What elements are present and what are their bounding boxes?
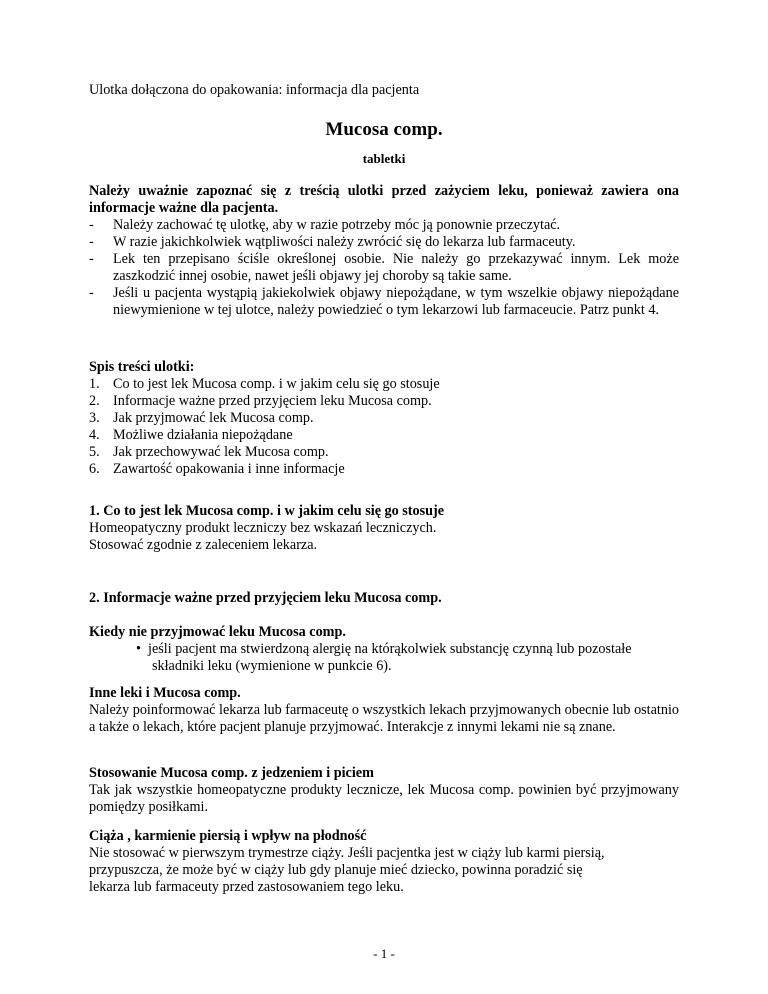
- other-drugs-text: Należy poinformować lekarza lub farmaceutę o wszystkich lekach przyjmowanych obecnie lub ostatnio a także o lekach, które pacjent planuje przyjmować. Interakcje z innymi lekami nie są znane.: [89, 702, 679, 735]
- section-1-heading: 1. Co to jest lek Mucosa comp. i w jakim celu się go stosuje: [89, 503, 445, 519]
- toc-item: 1. Co to jest lek Mucosa comp. i w jakim celu się go stosuje: [89, 376, 440, 392]
- toc-item: 5. Jak przechowywać lek Mucosa comp.: [89, 444, 329, 460]
- toc-item: 6. Zawartość opakowania i inne informacje: [89, 461, 345, 477]
- other-drugs-heading: Inne leki i Mucosa comp.: [89, 685, 241, 701]
- not-take-item: • jeśli pacjent ma stwierdzoną alergię na którąkolwiek substancję czynną lub pozostałe składniki leku (wymienione w punkcie 6).: [136, 641, 632, 674]
- section-1: [89, 503, 679, 554]
- not-take-heading: Kiedy nie przyjmować leku Mucosa comp.: [89, 624, 346, 640]
- page-number: - 1 -: [373, 946, 395, 961]
- toc-heading: Spis treści ulotki:: [89, 359, 195, 375]
- toc-item: 4. Możliwe działania niepożądane: [89, 427, 293, 443]
- intro-warning: Należy uważnie zapoznać się z treścią ulotki przed zażyciem leku, ponieważ zawiera ona informacje ważne dla pacjenta.: [89, 183, 679, 216]
- leaflet-header: Ulotka dołączona do opakowania: informacja dla pacjenta: [89, 82, 420, 98]
- product-title: Mucosa comp.: [325, 119, 443, 140]
- intro-item: - Lek ten przepisano ściśle określonej osobie. Nie należy go przekazywać innym. Lek może zaszkodzić innej osobie, nawet jeśli objawy jej choroby są takie same.: [89, 251, 679, 284]
- pregnancy-text: Nie stosować w pierwszym trymestrze ciąży. Jeśli pacjentka jest w ciąży lub karmi piersią,: [89, 845, 605, 861]
- section-2-heading: 2. Informacje ważne przed przyjęciem leku Mucosa comp.: [89, 590, 442, 606]
- intro-item: - Należy zachować tę ulotkę, aby w razie potrzeby móc ją ponownie przeczytać.: [89, 217, 561, 233]
- pregnancy-subsection: [89, 828, 679, 896]
- food-text: Tak jak wszystkie homeopatyczne produkty lecznicze, lek Mucosa comp. powinien być przyjmowany pomiędzy posiłkami.: [89, 782, 679, 815]
- table-of-contents: [89, 359, 679, 478]
- toc-item: 3. Jak przyjmować lek Mucosa comp.: [89, 410, 314, 426]
- not-take-subsection: [89, 624, 679, 675]
- section-1-text: Homeopatyczny produkt leczniczy bez wskazań leczniczych.: [89, 520, 437, 536]
- pregnancy-heading: Ciąża , karmienie piersią i wpływ na płodność: [89, 828, 367, 844]
- food-heading: Stosowanie Mucosa comp. z jedzeniem i piciem: [89, 765, 374, 781]
- section-1-text: Stosować zgodnie z zaleceniem lekarza.: [89, 537, 318, 553]
- pregnancy-text: lekarza lub farmaceuty przed zastosowaniem tego leku.: [89, 879, 404, 895]
- toc-item: 2. Informacje ważne przed przyjęciem leku Mucosa comp.: [89, 393, 432, 409]
- product-form: tabletki: [362, 151, 406, 166]
- other-drugs-subsection: [89, 685, 679, 736]
- intro-section: [89, 183, 679, 319]
- intro-item: - W razie jakichkolwiek wątpliwości należy zwrócić się do lekarza lub farmaceuty.: [89, 234, 576, 250]
- intro-item: - Jeśli u pacjenta wystąpią jakiekolwiek objawy niepożądane, w tym wszelkie objawy niepożądane niewymienione w tej ulotce, należy powiedzieć o tym lekarzowi lub farmaceucie. Patrz punkt 4.: [89, 285, 679, 318]
- pregnancy-text: przypuszcza, że może być w ciąży lub gdy planuje mieć dziecko, powinna poradzić się: [89, 862, 583, 878]
- food-subsection: [89, 765, 679, 816]
